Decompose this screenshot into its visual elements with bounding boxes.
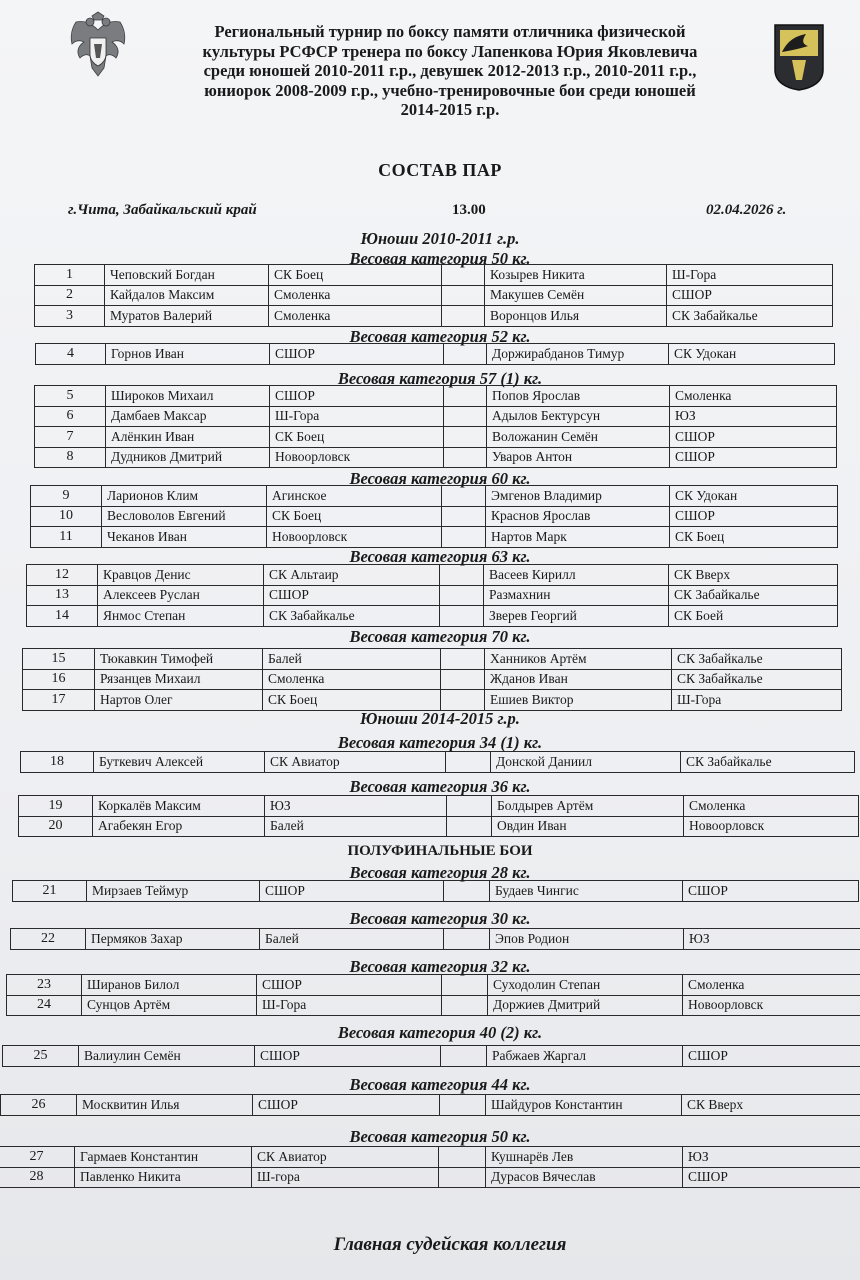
weight-category-heading: Весовая категория 50 кг.	[349, 249, 531, 268]
blue-corner-boxer: Краснов Ярослав	[486, 506, 670, 527]
pair-row	[19, 796, 859, 817]
pairs-table	[0, 1146, 860, 1188]
group-heading: Юноши 2010-2011 г.р.	[360, 229, 520, 248]
blue-corner-boxer: Кушнарёв Лев	[486, 1147, 683, 1168]
blue-corner-club: СК Забайкалье	[669, 585, 838, 606]
blue-corner-boxer: Рабжаев Жаргал	[487, 1046, 683, 1067]
red-corner-boxer: Коркалёв Максим	[93, 796, 265, 817]
pairs-table	[0, 1094, 860, 1116]
pairs-table	[26, 564, 838, 627]
pair-row	[36, 344, 835, 365]
pairs-table	[34, 264, 833, 327]
header-line-3: среди юношей 2010-2011 г.р., девушек 2012-2013 г.р., 2010-2011 г.р.,	[203, 61, 697, 80]
spacer-cell	[444, 344, 487, 365]
red-corner-club: Новоорловск	[270, 447, 444, 468]
red-corner-boxer: Чеповский Богдан	[105, 265, 269, 286]
bout-number: 27	[0, 1147, 75, 1168]
bout-number: 17	[23, 690, 95, 711]
pair-row	[1, 1095, 860, 1116]
bout-number: 22	[11, 929, 86, 950]
blue-corner-club: СШОР	[683, 1046, 860, 1067]
red-corner-boxer: Горнов Иван	[106, 344, 270, 365]
pair-row	[31, 527, 838, 548]
red-corner-club: Агинское	[267, 486, 442, 507]
red-corner-boxer: Янмос Степан	[98, 606, 264, 627]
blue-corner-club: СШОР	[683, 1167, 860, 1188]
weight-category-heading: Весовая категория 32 кг.	[349, 957, 531, 976]
header-line-2: культуры РСФСР тренера по боксу Лапенкова Юрия Яковлевича	[202, 41, 698, 61]
pairs-table	[20, 751, 855, 773]
spacer-cell	[444, 881, 490, 902]
blue-corner-boxer: Дурасов Вячеслав	[486, 1167, 683, 1188]
blue-corner-club: СК Забайкалье	[681, 752, 855, 773]
blue-corner-boxer: Зверев Георгий	[484, 606, 669, 627]
weight-category-heading: Весовая категория 28 кг.	[349, 863, 531, 882]
bout-number: 25	[3, 1046, 79, 1067]
red-corner-boxer: Нартов Олег	[95, 690, 263, 711]
bout-number: 15	[23, 649, 95, 670]
bout-number: 20	[19, 816, 93, 837]
red-corner-boxer: Дудников Дмитрий	[106, 447, 270, 468]
spacer-cell	[447, 816, 492, 837]
spacer-cell	[442, 486, 486, 507]
blue-corner-boxer: Васеев Кирилл	[484, 565, 669, 586]
red-corner-club: СК Боец	[269, 265, 442, 286]
regional-coat-of-arms-icon	[772, 22, 826, 92]
header-line-1: Региональный турнир по боксу памяти отличника физической	[214, 22, 686, 41]
red-corner-club: СШОР	[264, 585, 440, 606]
blue-corner-club: СК Забайкалье	[667, 306, 833, 327]
red-corner-boxer: Широков Михаил	[106, 386, 270, 407]
red-corner-boxer: Ширанов Билол	[82, 975, 257, 996]
red-corner-club: Балей	[260, 929, 444, 950]
blue-corner-boxer: Донской Даниил	[491, 752, 681, 773]
red-corner-club: СШОР	[270, 386, 444, 407]
blue-corner-club: СШОР	[683, 881, 859, 902]
pair-row	[35, 406, 837, 427]
bout-number: 11	[31, 527, 102, 548]
pair-row	[27, 606, 838, 627]
blue-corner-boxer: Доржирабданов Тимур	[487, 344, 669, 365]
pair-row	[11, 929, 860, 950]
bout-number: 2	[35, 285, 105, 306]
blue-corner-club: СК Боей	[669, 606, 838, 627]
spacer-cell	[439, 1147, 486, 1168]
red-corner-club: СК Забайкалье	[264, 606, 440, 627]
event-time: 13.00	[452, 202, 486, 218]
blue-corner-club: СШОР	[670, 447, 837, 468]
blue-corner-boxer: Будаев Чингис	[490, 881, 683, 902]
blue-corner-club: СК Забайкалье	[672, 649, 842, 670]
spacer-cell	[441, 1046, 487, 1067]
weight-category-heading: Весовая категория 52 кг.	[349, 327, 531, 346]
blue-corner-club: ЮЗ	[670, 406, 837, 427]
red-corner-club: Балей	[263, 649, 441, 670]
spacer-cell	[440, 1095, 486, 1116]
pair-row	[3, 1046, 860, 1067]
red-corner-club: Ш-Гора	[257, 995, 442, 1016]
red-corner-boxer: Чеканов Иван	[102, 527, 267, 548]
weight-category-heading: Весовая категория 30 кг.	[349, 909, 531, 928]
pair-row	[35, 306, 833, 327]
blue-corner-club: ЮЗ	[684, 929, 860, 950]
blue-corner-club: ЮЗ	[683, 1147, 860, 1168]
red-corner-club: СК Боец	[270, 427, 444, 448]
red-corner-boxer: Алёнкин Иван	[106, 427, 270, 448]
blue-corner-club: Смоленка	[670, 386, 837, 407]
pair-row	[31, 506, 838, 527]
bout-number: 8	[35, 447, 106, 468]
red-corner-boxer: Сунцов Артём	[82, 995, 257, 1016]
group-heading: Юноши 2014-2015 г.р.	[360, 709, 520, 728]
spacer-cell	[439, 1167, 486, 1188]
bout-number: 12	[27, 565, 98, 586]
blue-corner-club: СК Удокан	[669, 344, 835, 365]
blue-corner-club: СШОР	[670, 427, 837, 448]
blue-corner-boxer: Козырев Никита	[485, 265, 667, 286]
red-corner-boxer: Кайдалов Максим	[105, 285, 269, 306]
bout-number: 24	[7, 995, 82, 1016]
header-line-4: юниорок 2008-2009 г.р., учебно-тренировочные бои среди юношей	[204, 80, 696, 100]
blue-corner-boxer: Адылов Бектурсун	[487, 406, 670, 427]
red-corner-boxer: Буткевич Алексей	[94, 752, 265, 773]
spacer-cell	[444, 427, 487, 448]
red-corner-boxer: Дамбаев Максар	[106, 406, 270, 427]
red-corner-club: Новоорловск	[267, 527, 442, 548]
spacer-cell	[444, 386, 487, 407]
blue-corner-boxer: Ешиев Виктор	[485, 690, 672, 711]
blue-corner-club: СК Забайкалье	[672, 669, 842, 690]
spacer-cell	[441, 669, 485, 690]
red-corner-club: СК Авиатор	[252, 1147, 439, 1168]
spacer-cell	[442, 995, 488, 1016]
red-corner-club: Смоленка	[269, 285, 442, 306]
spacer-cell	[441, 649, 485, 670]
red-corner-boxer: Тюкавкин Тимофей	[95, 649, 263, 670]
bout-number: 4	[36, 344, 106, 365]
weight-category-heading: Весовая категория 34 (1) кг.	[337, 733, 543, 752]
blue-corner-boxer: Уваров Антон	[487, 447, 670, 468]
pair-row	[27, 585, 838, 606]
red-corner-boxer: Пермяков Захар	[86, 929, 260, 950]
header-line-5: 2014-2015 г.р.	[400, 100, 500, 119]
pairs-table	[10, 928, 860, 950]
bout-number: 9	[31, 486, 102, 507]
weight-category-heading: Весовая категория 63 кг.	[349, 547, 531, 566]
bout-number: 19	[19, 796, 93, 817]
spacer-cell	[444, 406, 487, 427]
blue-corner-club: СК Боец	[670, 527, 838, 548]
red-corner-club: СШОР	[255, 1046, 441, 1067]
bout-number: 7	[35, 427, 106, 448]
red-corner-club: Смоленка	[269, 306, 442, 327]
pairs-table	[22, 648, 842, 711]
blue-corner-boxer: Воложанин Семён	[487, 427, 670, 448]
pairs-table	[2, 1045, 860, 1067]
blue-corner-club: Ш-Гора	[667, 265, 833, 286]
bout-number: 13	[27, 585, 98, 606]
bout-number: 23	[7, 975, 82, 996]
pair-row	[19, 816, 859, 837]
pair-row	[35, 386, 837, 407]
blue-corner-club: СШОР	[667, 285, 833, 306]
red-corner-boxer: Гармаев Константин	[75, 1147, 252, 1168]
pair-row	[35, 447, 837, 468]
weight-category-heading: Весовая категория 40 (2) кг.	[337, 1023, 543, 1042]
page-title: СОСТАВ ПАР	[378, 160, 502, 180]
red-corner-club: СК Альтаир	[264, 565, 440, 586]
pair-row	[23, 669, 842, 690]
weight-category-heading: Весовая категория 36 кг.	[349, 777, 531, 796]
spacer-cell	[442, 506, 486, 527]
red-corner-club: Балей	[265, 816, 447, 837]
blue-corner-club: СК Вверх	[669, 565, 838, 586]
bout-number: 3	[35, 306, 105, 327]
red-corner-club: СШОР	[270, 344, 444, 365]
pair-row	[31, 486, 838, 507]
blue-corner-boxer: Макушев Семён	[485, 285, 667, 306]
blue-corner-club: Смоленка	[684, 796, 859, 817]
blue-corner-club: Ш-Гора	[672, 690, 842, 711]
bout-number: 5	[35, 386, 106, 407]
spacer-cell	[447, 796, 492, 817]
pairs-table	[35, 343, 835, 365]
pair-row	[13, 881, 859, 902]
bout-number: 21	[13, 881, 87, 902]
spacer-cell	[440, 606, 484, 627]
spacer-cell	[442, 527, 486, 548]
red-corner-boxer: Алексеев Руслан	[98, 585, 264, 606]
event-place: г.Чита, Забайкальский край	[68, 202, 257, 218]
blue-corner-boxer: Нартов Марк	[486, 527, 670, 548]
red-corner-club: ЮЗ	[265, 796, 447, 817]
red-corner-boxer: Мирзаев Теймур	[87, 881, 260, 902]
blue-corner-boxer: Попов Ярослав	[487, 386, 670, 407]
red-corner-club: СШОР	[253, 1095, 440, 1116]
pairs-table	[6, 974, 860, 1016]
pair-row	[35, 427, 837, 448]
blue-corner-club: Смоленка	[683, 975, 860, 996]
red-corner-club: СШОР	[260, 881, 444, 902]
red-corner-club: Смоленка	[263, 669, 441, 690]
spacer-cell	[442, 306, 485, 327]
pair-row	[27, 565, 838, 586]
footer-signature: Главная судейская коллегия	[333, 1234, 567, 1255]
bout-number: 10	[31, 506, 102, 527]
eagle-emblem-icon	[62, 10, 134, 82]
pair-row	[23, 649, 842, 670]
spacer-cell	[442, 975, 488, 996]
bout-number: 1	[35, 265, 105, 286]
event-date: 02.04.2026 г.	[706, 202, 787, 218]
spacer-cell	[442, 285, 485, 306]
spacer-cell	[444, 447, 487, 468]
spacer-cell	[444, 929, 490, 950]
blue-corner-club: Новоорловск	[683, 995, 860, 1016]
pair-row	[35, 285, 833, 306]
red-corner-club: СК Боец	[263, 690, 441, 711]
bout-number: 18	[21, 752, 94, 773]
weight-category-heading: Весовая категория 60 кг.	[349, 469, 531, 488]
pairs-table	[30, 485, 838, 548]
pair-row	[0, 1167, 860, 1188]
pairs-table	[34, 385, 837, 468]
red-corner-boxer: Павленко Никита	[75, 1167, 252, 1188]
blue-corner-boxer: Доржиев Дмитрий	[488, 995, 683, 1016]
blue-corner-club: СШОР	[670, 506, 838, 527]
spacer-cell	[440, 565, 484, 586]
bout-number: 14	[27, 606, 98, 627]
pairs-table	[18, 795, 859, 837]
red-corner-club: Ш-Гора	[270, 406, 444, 427]
red-corner-boxer: Весловолов Евгений	[102, 506, 267, 527]
spacer-cell	[446, 752, 491, 773]
blue-corner-boxer: Эмгенов Владимир	[486, 486, 670, 507]
bout-number: 16	[23, 669, 95, 690]
blue-corner-boxer: Жданов Иван	[485, 669, 672, 690]
pair-row	[21, 752, 855, 773]
group-heading: ПОЛУФИНАЛЬНЫЕ БОИ	[347, 843, 533, 859]
pair-row	[23, 690, 842, 711]
blue-corner-boxer: Ханников Артём	[485, 649, 672, 670]
red-corner-club: Ш-гора	[252, 1167, 439, 1188]
blue-corner-boxer: Овдин Иван	[492, 816, 684, 837]
blue-corner-boxer: Воронцов Илья	[485, 306, 667, 327]
blue-corner-boxer: Суходолин Степан	[488, 975, 683, 996]
blue-corner-boxer: Шайдуров Константин	[486, 1095, 682, 1116]
bout-number: 28	[0, 1167, 75, 1188]
pair-row	[0, 1147, 860, 1168]
red-corner-club: СК Боец	[267, 506, 442, 527]
red-corner-boxer: Москвитин Илья	[77, 1095, 253, 1116]
pair-row	[7, 995, 860, 1016]
weight-category-heading: Весовая категория 57 (1) кг.	[337, 369, 543, 388]
red-corner-boxer: Муратов Валерий	[105, 306, 269, 327]
red-corner-club: СК Авиатор	[265, 752, 446, 773]
bout-number: 6	[35, 406, 106, 427]
spacer-cell	[440, 585, 484, 606]
blue-corner-boxer: Болдырев Артём	[492, 796, 684, 817]
bout-number: 26	[1, 1095, 77, 1116]
red-corner-boxer: Кравцов Денис	[98, 565, 264, 586]
pair-row	[7, 975, 860, 996]
weight-category-heading: Весовая категория 70 кг.	[349, 627, 531, 646]
weight-category-heading: Весовая категория 44 кг.	[349, 1075, 531, 1094]
red-corner-boxer: Валиулин Семён	[79, 1046, 255, 1067]
red-corner-boxer: Ларионов Клим	[102, 486, 267, 507]
pairs-table	[12, 880, 859, 902]
tournament-header	[160, 22, 740, 120]
blue-corner-club: Новоорловск	[684, 816, 859, 837]
weight-category-heading: Весовая категория 50 кг.	[349, 1127, 531, 1146]
spacer-cell	[441, 690, 485, 711]
blue-corner-club: СК Удокан	[670, 486, 838, 507]
blue-corner-boxer: Размахнин	[484, 585, 669, 606]
red-corner-boxer: Рязанцев Михаил	[95, 669, 263, 690]
blue-corner-boxer: Эпов Родион	[490, 929, 684, 950]
red-corner-club: СШОР	[257, 975, 442, 996]
blue-corner-club: СК Вверх	[682, 1095, 860, 1116]
red-corner-boxer: Агабекян Егор	[93, 816, 265, 837]
